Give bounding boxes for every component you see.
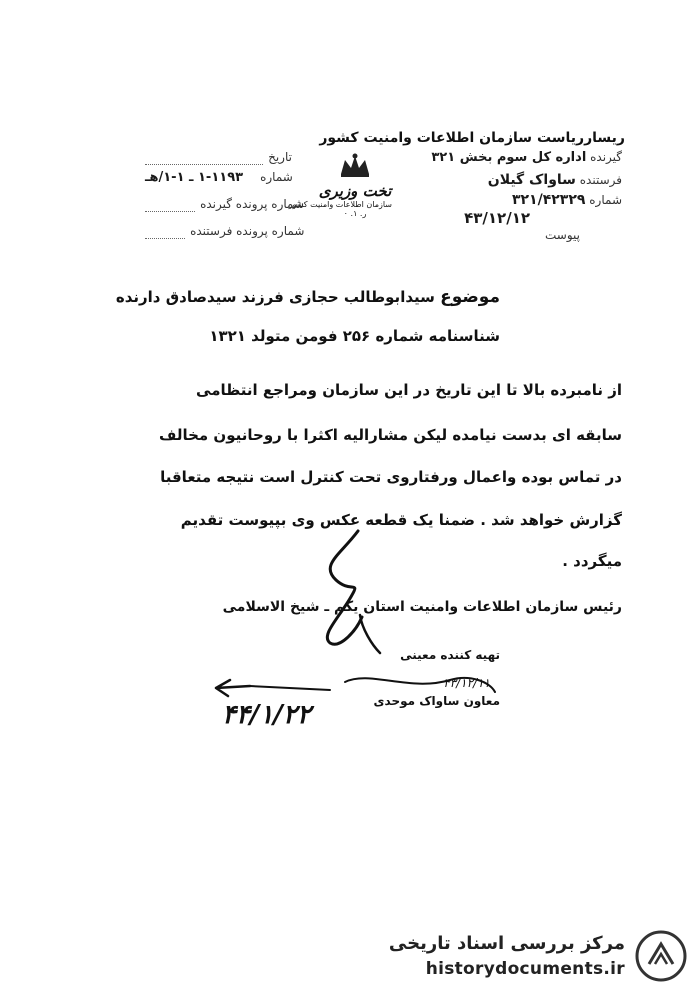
recipient-file-label: شماره پرونده گیرنده <box>200 197 305 211</box>
sender-file-field <box>145 220 305 239</box>
recipient-file-field <box>145 193 305 212</box>
number-field-left <box>145 166 305 185</box>
subject-label: موضوع <box>440 287 500 307</box>
deputy-line: معاون ساواک موحدی <box>373 694 500 708</box>
watermark-brand-name: مرکز بررسی اسناد تاریخی <box>388 933 625 954</box>
number-label-right: شماره <box>589 193 622 207</box>
number-value-left: ۱-۱۱۹۳ ـ ۱-۱/هـ <box>145 170 244 185</box>
org-title: ریسارریاست سازمان اطلاعات وامنیت کشور <box>319 130 625 146</box>
emblem-small-text: ر. ۱. ۰ <box>343 209 367 218</box>
sender-value: ساواک گیلان <box>487 172 576 188</box>
handwritten-date-left: ۴۴/۱/۲۲ <box>222 700 311 730</box>
brand-logo-icon <box>635 930 687 982</box>
body-line-5: میگردد . <box>562 552 622 570</box>
emblem-crest-text: تخت وزیری <box>318 182 392 200</box>
sender-label: فرستنده <box>579 173 622 187</box>
crown-lion-icon <box>335 152 375 178</box>
preparer-line: تهیه کننده معینی <box>400 648 500 662</box>
number-row-right <box>512 192 622 208</box>
date-row-right <box>464 208 530 227</box>
subject-text-1: سیدابوطالب حجازی فرزند سیدصادق دارنده <box>115 288 435 306</box>
body-line-2: سابقه ای بدست نیامده لیکن مشارالیه اکثرا با روحانیون مخالف <box>158 426 622 444</box>
emblem <box>288 152 392 242</box>
subject-line-2 <box>209 327 500 345</box>
attachment-row <box>545 228 580 242</box>
handwritten-signature-icon <box>300 525 420 655</box>
body-line-1: از نامبرده بالا تا این تاریخ در این سازمان ومراجع انتظامی <box>196 381 622 399</box>
number-label-left: شماره <box>260 170 293 184</box>
date-value-right: ۴۳/۱۲/۱۲ <box>464 209 530 227</box>
sender-file-label: شماره پرونده فرستنده <box>190 224 305 238</box>
attachment-label: پیوست <box>545 228 580 242</box>
chief-line: رئیس سازمان اطلاعات وامنیت استان یکم ـ شیخ الاسلامی <box>222 599 622 615</box>
watermark-box <box>388 925 695 987</box>
recipient-row <box>431 150 622 165</box>
body-line-3: در تماس بوده واعمال ورفتاروی تحت کنترل است نتیجه متعاقبا <box>160 468 622 486</box>
number-value-right: ۳۲۱/۴۲۳۲۹ <box>511 192 586 208</box>
subject-text-2: شناسنامه شماره ۲۵۶ فومن متولد ۱۳۲۱ <box>209 327 500 345</box>
handwritten-date-right: ۴۳/۱۲/۱۱ <box>443 676 490 690</box>
date-field-left <box>145 146 300 165</box>
sender-row <box>488 172 622 188</box>
date-label-left: تاریخ <box>268 150 292 164</box>
recipient-value: اداره کل سوم بخش ۳۲۱ <box>431 150 587 165</box>
emblem-org-text: سازمان اطلاعات وامنیت کشور <box>288 200 392 209</box>
subject-line-1 <box>116 287 500 307</box>
watermark-url: historydocuments.ir <box>425 959 625 979</box>
recipient-label: گیرنده <box>590 150 622 164</box>
body-line-4: گزارش خواهد شد . ضمنا یک قطعه عکس وی بپیوست تقدیم <box>180 511 622 529</box>
